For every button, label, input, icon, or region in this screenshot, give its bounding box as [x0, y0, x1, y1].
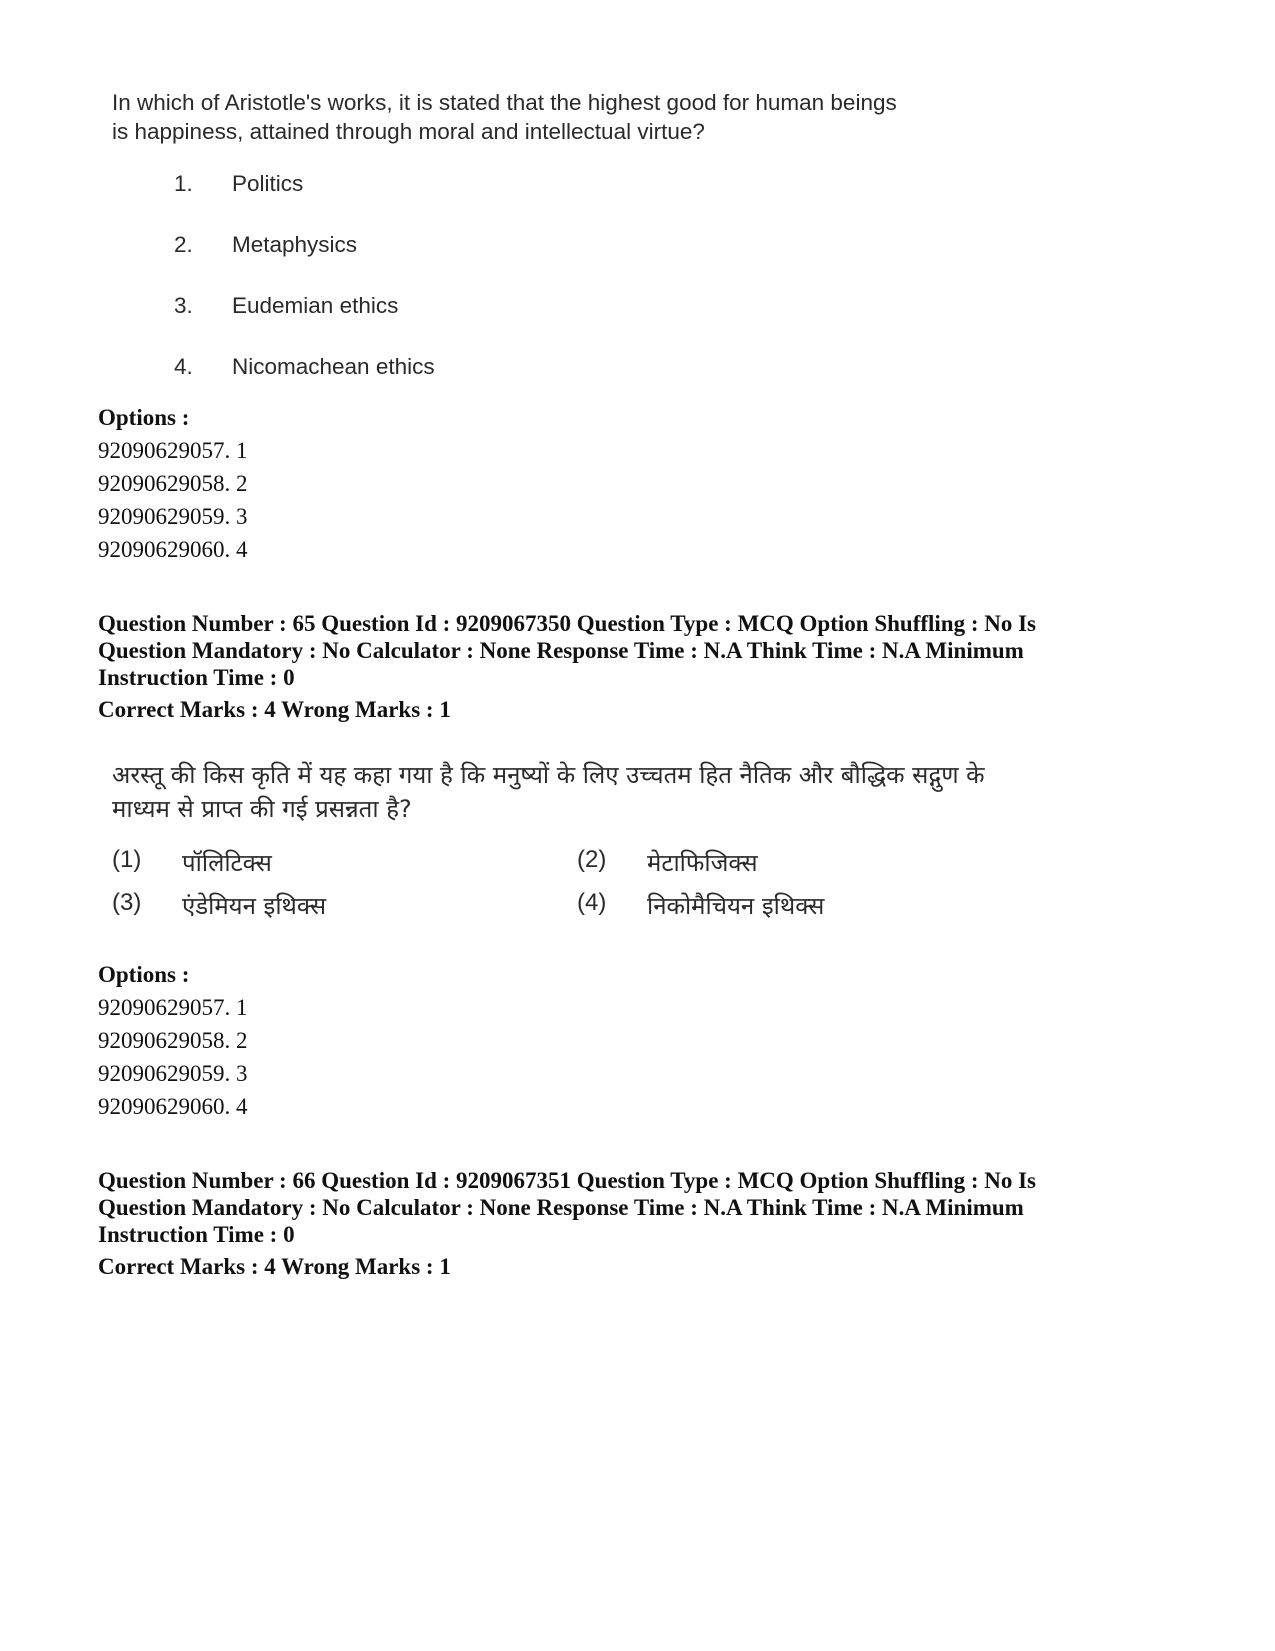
option-line: 92090629058. 2 [98, 1028, 248, 1053]
question-image-english [112, 88, 1012, 415]
option-line: 92090629059. 3 [98, 1061, 248, 1086]
option-line: 92090629058. 2 [98, 471, 248, 496]
choice-item [174, 171, 1012, 232]
question-marks: Correct Marks : 4 Wrong Marks : 1 [98, 1254, 451, 1279]
choice-item [577, 889, 824, 922]
choice-number: 2. [174, 232, 193, 257]
question-info-line: Question Mandatory : No Calculator : None Response Time : N.A Think Time : N.A Minimum [98, 1195, 1024, 1220]
choice-number: (2) [577, 846, 607, 873]
option-line: 92090629057. 1 [98, 995, 248, 1020]
choice-text: Eudemian ethics [232, 293, 399, 318]
options-label: Options : [98, 405, 190, 430]
question-marks: Correct Marks : 4 Wrong Marks : 1 [98, 697, 451, 722]
question-info-line: Instruction Time : 0 [98, 665, 295, 690]
choice-text: मेटाफिजिक्स [647, 849, 758, 877]
choice-item [174, 232, 1012, 293]
choice-text: एंडेमियन इथिक्स [182, 892, 327, 920]
option-line: 92090629057. 1 [98, 438, 248, 463]
question-info-line: Question Mandatory : No Calculator : None Response Time : N.A Think Time : N.A Minimum [98, 638, 1024, 663]
choice-grid [112, 846, 1112, 936]
choice-text: Politics [232, 171, 304, 196]
question-stem-line: is happiness, attained through moral and intellectual virtue? [112, 119, 705, 144]
question-info [98, 1167, 1188, 1280]
choice-item [112, 846, 272, 879]
choice-number: (4) [577, 889, 607, 916]
choice-item [577, 846, 758, 879]
choice-number: 3. [174, 293, 193, 318]
option-line: 92090629059. 3 [98, 504, 248, 529]
choice-number: 1. [174, 171, 193, 196]
choice-item [112, 889, 326, 922]
question-stem-line: In which of Aristotle's works, it is stated that the highest good for human beings [112, 90, 897, 115]
choice-text: Metaphysics [232, 232, 358, 257]
question-info-line: Question Number : 65 Question Id : 9209067350 Question Type : MCQ Option Shuffling : No Is [98, 611, 1037, 636]
choice-number: (1) [112, 846, 142, 873]
question-stem [112, 758, 1112, 826]
options-block [98, 958, 1188, 1123]
options-label: Options : [98, 962, 190, 987]
option-line: 92090629060. 4 [98, 1094, 248, 1119]
question-image-hindi [112, 758, 1112, 936]
question-info-line: Question Number : 66 Question Id : 9209067351 Question Type : MCQ Option Shuffling : No Is [98, 1168, 1037, 1193]
question-stem [112, 88, 1012, 146]
question-stem-line: अरस्तू की किस कृति में यह कहा गया है कि मनुष्यों के लिए उच्चतम हित नैतिक और बौद्धिक सद्गुण के [112, 761, 985, 789]
option-line: 92090629060. 4 [98, 537, 248, 562]
choice-number: 4. [174, 354, 193, 379]
options-block [98, 401, 1188, 566]
choice-item [174, 293, 1012, 354]
choice-number: (3) [112, 889, 142, 916]
question-stem-line: माध्यम से प्राप्त की गई प्रसन्नता है? [112, 795, 412, 823]
choice-text: Nicomachean ethics [232, 354, 435, 379]
question-info [98, 610, 1188, 723]
choice-text: निकोमैचियन इथिक्स [647, 892, 825, 920]
choice-text: पॉलिटिक्स [182, 849, 272, 877]
question-info-line: Instruction Time : 0 [98, 1222, 295, 1247]
choice-list [112, 171, 1012, 415]
